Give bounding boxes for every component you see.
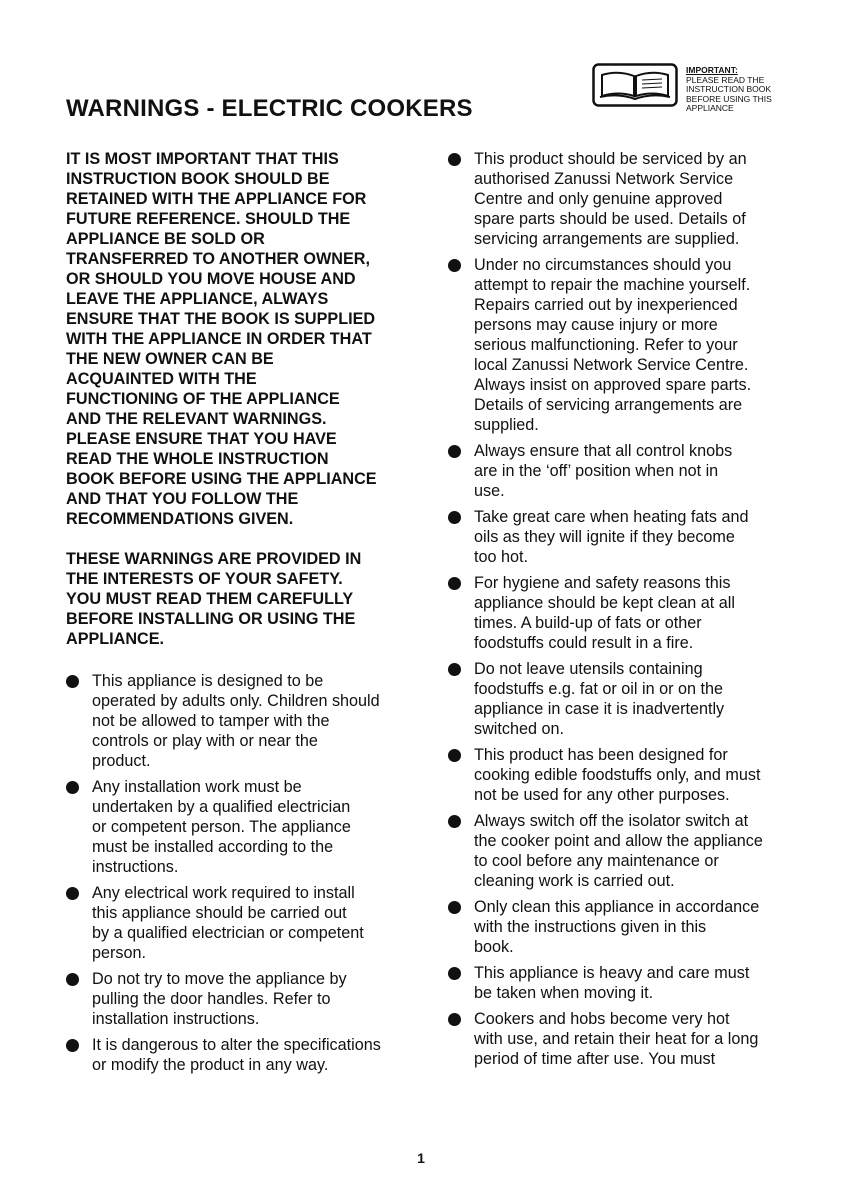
right-column (448, 149, 793, 1075)
important-label: IMPORTANT: (686, 65, 738, 75)
text-line: be taken when moving it. (474, 984, 654, 1002)
text-line: Only clean this appliance in accordance (474, 898, 760, 916)
important-line: APPLIANCE (686, 103, 734, 114)
warning-item (66, 1035, 411, 1075)
important-line: PLEASE READ THE (686, 74, 765, 85)
text-line: Repairs carried out by inexperienced (474, 296, 738, 314)
text-line: attempt to repair the machine yourself. (474, 276, 751, 294)
left-column (66, 149, 411, 1081)
warning-item (66, 883, 411, 963)
bullet-icon (448, 967, 461, 980)
warning-item (448, 255, 793, 435)
bullet-icon (66, 1039, 79, 1052)
bullet-icon (448, 1013, 461, 1026)
warning-item (66, 671, 411, 771)
text-line: switched on. (474, 720, 564, 738)
text-line: authorised Zanussi Network Service (474, 170, 734, 188)
bullet-icon (448, 815, 461, 828)
text-line: spare parts should be used. Details of (474, 210, 746, 228)
text-line: This appliance is heavy and care must (474, 964, 750, 982)
text-line: or competent person. The appliance (92, 818, 351, 836)
text-line: AND THAT YOU FOLLOW THE (66, 490, 299, 508)
intro-paragraph (66, 149, 411, 529)
text-line: not be allowed to tamper with the (92, 712, 330, 730)
text-line: oils as they will ignite if they become (474, 528, 735, 546)
warning-item (66, 969, 411, 1029)
text-line: are in the ‘off’ position when not in (474, 462, 719, 480)
text-line: LEAVE THE APPLIANCE, ALWAYS (66, 290, 329, 308)
warning-item (448, 1009, 793, 1069)
text-line: YOU MUST READ THEM CAREFULLY (66, 590, 354, 608)
bullet-icon (448, 901, 461, 914)
text-line: For hygiene and safety reasons this (474, 574, 731, 592)
text-line: TRANSFERRED TO ANOTHER OWNER, (66, 250, 370, 268)
text-line: undertaken by a qualified electrician (92, 798, 351, 816)
warning-item (66, 777, 411, 877)
warning-item (448, 441, 793, 501)
text-line: ENSURE THAT THE BOOK IS SUPPLIED (66, 310, 376, 328)
text-line: supplied. (474, 416, 539, 434)
text-line: Any electrical work required to install (92, 884, 355, 902)
text-line: operated by adults only. Children should (92, 692, 380, 710)
bullet-icon (66, 887, 79, 900)
bullet-icon (448, 749, 461, 762)
important-line: BEFORE USING THIS (686, 93, 772, 104)
text-line: RECOMMENDATIONS GIVEN. (66, 510, 294, 528)
text-line: Do not leave utensils containing (474, 660, 703, 678)
text-line: or modify the product in any way. (92, 1056, 329, 1074)
text-line: this appliance should be carried out (92, 904, 347, 922)
text-line: RETAINED WITH THE APPLIANCE FOR (66, 190, 367, 208)
text-line: It is dangerous to alter the specifications (92, 1036, 381, 1054)
text-line: book. (474, 938, 514, 956)
text-line: AND THE RELEVANT WARNINGS. (66, 410, 327, 428)
left-warnings-list (66, 671, 411, 1075)
bullet-icon (448, 259, 461, 272)
text-line: by a qualified electrician or competent (92, 924, 364, 942)
bullet-icon (448, 445, 461, 458)
text-line: servicing arrangements are supplied. (474, 230, 740, 248)
text-line: Any installation work must be (92, 778, 302, 796)
page-title: WARNINGS - ELECTRIC COOKERS (66, 95, 473, 122)
text-line: persons may cause injury or more (474, 316, 718, 334)
text-line: appliance should be kept clean at all (474, 594, 735, 612)
text-line: IT IS MOST IMPORTANT THAT THIS (66, 150, 339, 168)
text-line: person. (92, 944, 146, 962)
text-line: Details of servicing arrangements are (474, 396, 743, 414)
bullet-icon (448, 663, 461, 676)
text-line: pulling the door handles. Refer to (92, 990, 331, 1008)
bullet-icon (66, 973, 79, 986)
right-warnings-list (448, 149, 793, 1069)
text-line: to cool before any maintenance or (474, 852, 719, 870)
warning-item (448, 659, 793, 739)
text-line: FUNCTIONING OF THE APPLIANCE (66, 390, 340, 408)
bullet-icon (66, 675, 79, 688)
bullet-icon (66, 781, 79, 794)
text-line: must be installed according to the (92, 838, 334, 856)
text-line: Take great care when heating fats and (474, 508, 749, 526)
text-line: THE NEW OWNER CAN BE (66, 350, 274, 368)
text-line: foodstuffs e.g. fat or oil in or on the (474, 680, 723, 698)
text-line: READ THE WHOLE INSTRUCTION (66, 450, 329, 468)
text-line: with the instructions given in this (474, 918, 707, 936)
safety-paragraph (66, 549, 411, 649)
text-line: times. A build-up of fats or other (474, 614, 702, 632)
important-line: INSTRUCTION BOOK (686, 84, 772, 95)
text-line: OR SHOULD YOU MOVE HOUSE AND (66, 270, 356, 288)
text-line: foodstuffs could result in a fire. (474, 634, 694, 652)
text-line: Always insist on approved spare parts. (474, 376, 752, 394)
text-line: ACQUAINTED WITH THE (66, 370, 257, 388)
bullet-icon (448, 577, 461, 590)
text-line: Under no circumstances should you (474, 256, 732, 274)
text-line: BEFORE INSTALLING OR USING THE (66, 610, 356, 628)
text-line: This product has been designed for (474, 746, 728, 764)
text-line: Centre and only genuine approved (474, 190, 723, 208)
warning-item (448, 745, 793, 805)
text-line: Always ensure that all control knobs (474, 442, 733, 460)
text-line: too hot. (474, 548, 529, 566)
text-line: the cooker point and allow the appliance (474, 832, 763, 850)
bullet-icon (448, 511, 461, 524)
text-line: THE INTERESTS OF YOUR SAFETY. (66, 570, 343, 588)
text-line: THESE WARNINGS ARE PROVIDED IN (66, 550, 362, 568)
bullet-icon (448, 153, 461, 166)
text-line: INSTRUCTION BOOK SHOULD BE (66, 170, 330, 188)
open-book-icon (592, 63, 678, 107)
text-line: Cookers and hobs become very hot (474, 1010, 730, 1028)
text-line: This appliance is designed to be (92, 672, 324, 690)
text-line: appliance in case it is inadvertently (474, 700, 725, 718)
text-line: Do not try to move the appliance by (92, 970, 347, 988)
text-line: with use, and retain their heat for a long (474, 1030, 759, 1048)
text-line: controls or play with or near the (92, 732, 318, 750)
warning-item (448, 507, 793, 567)
text-line: local Zanussi Network Service Centre. (474, 356, 749, 374)
text-line: cooking edible foodstuffs only, and must (474, 766, 761, 784)
text-line: cleaning work is carried out. (474, 872, 675, 890)
important-note (686, 66, 796, 114)
warning-item (448, 963, 793, 1003)
text-line: This product should be serviced by an (474, 150, 747, 168)
page-number: 1 (417, 1150, 425, 1166)
text-line: use. (474, 482, 505, 500)
text-line: PLEASE ENSURE THAT YOU HAVE (66, 430, 337, 448)
warning-item (448, 811, 793, 891)
text-line: Always switch off the isolator switch at (474, 812, 749, 830)
text-line: period of time after use. You must (474, 1050, 716, 1068)
text-line: not be used for any other purposes. (474, 786, 730, 804)
text-line: instructions. (92, 858, 179, 876)
text-line: APPLIANCE. (66, 630, 165, 648)
text-line: WITH THE APPLIANCE IN ORDER THAT (66, 330, 372, 348)
text-line: serious malfunctioning. Refer to your (474, 336, 738, 354)
text-line: installation instructions. (92, 1010, 260, 1028)
warning-item (448, 149, 793, 249)
warning-item (448, 573, 793, 653)
text-line: BOOK BEFORE USING THE APPLIANCE (66, 470, 377, 488)
text-line: FUTURE REFERENCE. SHOULD THE (66, 210, 351, 228)
text-line: product. (92, 752, 151, 770)
text-line: APPLIANCE BE SOLD OR (66, 230, 265, 248)
warning-item (448, 897, 793, 957)
